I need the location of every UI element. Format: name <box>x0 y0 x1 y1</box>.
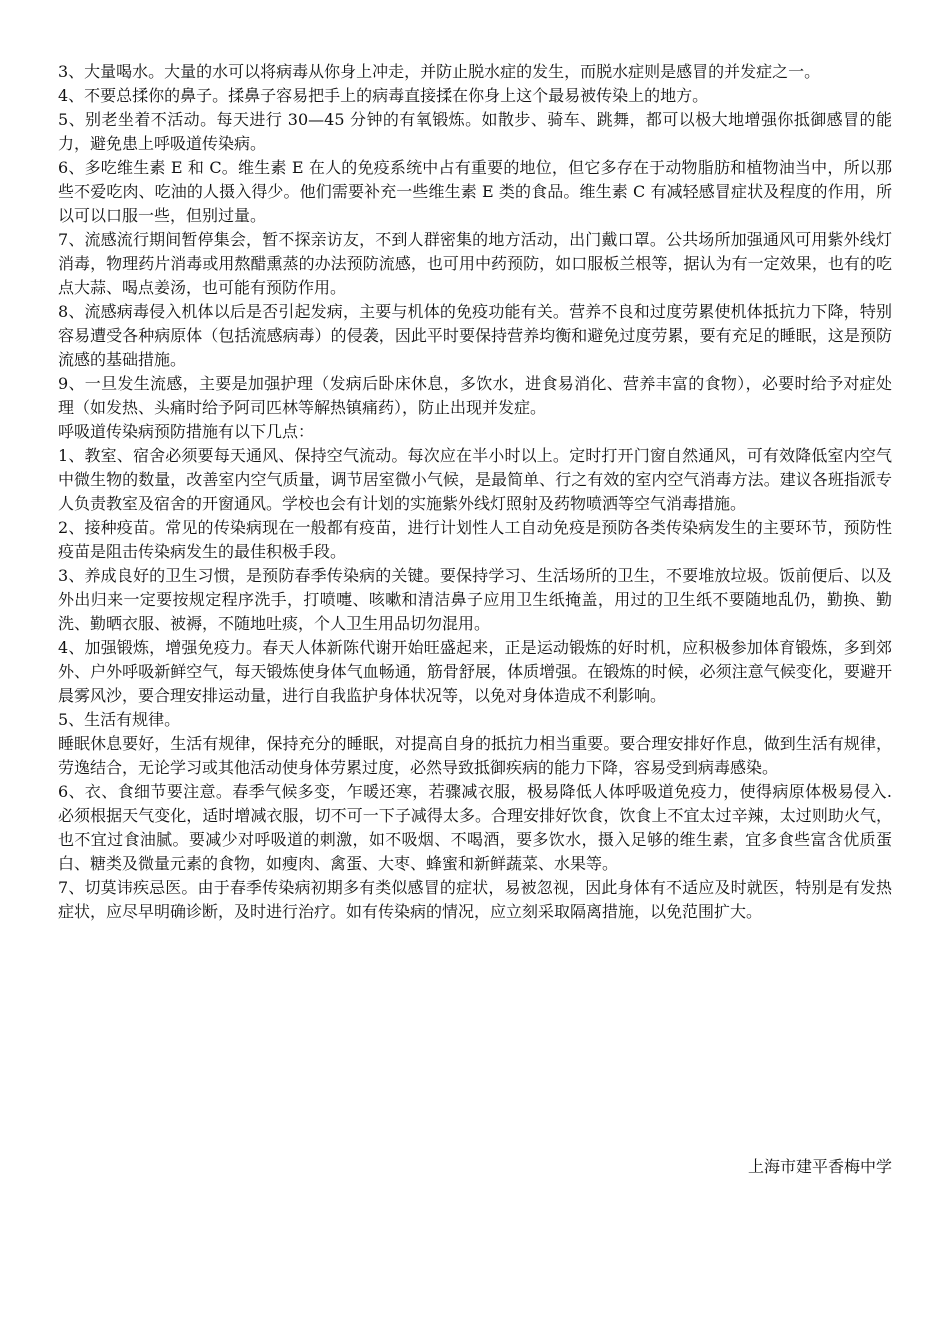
paragraph-measure-1: 1、教室、宿舍必须要每天通风、保持空气流动。每次应在半小时以上。定时打开门窗自然通风，可有效降低室内空气中微生物的数量，改善室内空气质量，调节居室微小气候，是最简单、行之有效的室内空气消毒方法。建议各班指派专人负责教室及宿舍的开窗通风。学校也会有计划的实施紫外线灯照射及药物喷洒等空气消毒措施。 <box>58 446 892 513</box>
paragraph-measure-4: 4、加强锻炼，增强免疫力。春天人体新陈代谢开始旺盛起来，正是运动锻炼的好时机，应积极参加体育锻炼，多到郊外、户外呼吸新鲜空气，每天锻炼使身体气血畅通，筋骨舒展，体质增强。在锻炼的时候，必须注意气候变化，要避开晨雾风沙，要合理安排运动量，进行自我监护身体状况等，以免对身体造成不利影响。 <box>58 638 892 705</box>
section-heading: 呼吸道传染病预防措施有以下几点： <box>58 422 315 441</box>
paragraph-tip-3: 3、大量喝水。大量的水可以将病毒从你身上冲走，并防止脱水症的发生，而脱水症则是感冒的并发症之一。 <box>58 62 821 81</box>
paragraph-measure-5-title: 5、生活有规律。 <box>58 710 181 729</box>
paragraph-measure-5-body: 睡眠休息要好，生活有规律，保持充分的睡眠，对提高自身的抵抗力相当重要。要合理安排好作息，做到生活有规律，劳逸结合，无论学习或其他活动使身体劳累过度，必然导致抵御疾病的能力下降，容易受到病毒感染。 <box>58 734 892 777</box>
paragraph-tip-9: 9、一旦发生流感，主要是加强护理（发病后卧床休息，多饮水，进食易消化、营养丰富的食物），必要时给予对症处理（如发热、头痛时给予阿司匹林等解热镇痛药），防止出现并发症。 <box>58 374 892 417</box>
paragraph-measure-2: 2、接种疫苗。常见的传染病现在一般都有疫苗，进行计划性人工自动免疫是预防各类传染病发生的主要环节，预防性疫苗是阻击传染病发生的最佳积极手段。 <box>58 518 892 561</box>
document-body <box>58 60 892 924</box>
paragraph-tip-5: 5、别老坐着不活动。每天进行 30—45 分钟的有氧锻炼。如散步、骑车、跳舞，都可以极大地增强你抵御感冒的能力，避免患上呼吸道传染病。 <box>58 110 892 153</box>
paragraph-tip-8: 8、流感病毒侵入机体以后是否引起发病，主要与机体的免疫功能有关。营养不良和过度劳累使机体抵抗力下降，特别容易遭受各种病原体（包括流感病毒）的侵袭，因此平时要保持营养均衡和避免过度劳累，要有充足的睡眠，这是预防流感的基础措施。 <box>58 302 892 369</box>
school-signature: 上海市建平香梅中学 <box>747 1157 892 1176</box>
paragraph-measure-7: 7、切莫讳疾忌医。由于春季传染病初期多有类似感冒的症状，易被忽视，因此身体有不适应及时就医，特别是有发热症状，应尽早明确诊断，及时进行治疗。如有传染病的情况，应立刻采取隔离措施，以免范围扩大。 <box>58 878 892 921</box>
paragraph-measure-6: 6、衣、食细节要注意。春季气候多变，乍暖还寒，若骤减衣服，极易降低人体呼吸道免疫力，使得病原体极易侵入. 必须根据天气变化，适时增减衣服，切不可一下子减得太多。合理安排好饮食，饮食上不宜太过辛辣，太过则助火气，也不宜过食油腻。要减少对呼吸道的刺激，如不吸烟、不喝酒，要多饮水，摄入足够的维生素，宜多食些富含优质蛋白、糖类及微量元素的食物，如瘦肉、禽蛋、大枣、蜂蜜和新鲜蔬菜、水果等。 <box>58 782 892 873</box>
paragraph-tip-4: 4、不要总揉你的鼻子。揉鼻子容易把手上的病毒直接揉在你身上这个最易被传染上的地方。 <box>58 86 709 105</box>
paragraph-tip-6: 6、多吃维生素 E 和 C。维生素 E 在人的免疫系统中占有重要的地位，但它多存在于动物脂肪和植物油当中，所以那些不爱吃肉、吃油的人摄入得少。他们需要补充一些维生素 E 类的食品。维生素 C 有减轻感冒症状及程度的作用，所以可以口服一些，但别过量。 <box>58 158 892 225</box>
paragraph-tip-7: 7、流感流行期间暂停集会，暂不探亲访友，不到人群密集的地方活动，出门戴口罩。公共场所加强通风可用紫外线灯消毒，物理药片消毒或用熬醋熏蒸的办法预防流感，也可用中药预防，如口服板兰根等，据认为有一定效果，也有的吃点大蒜、喝点姜汤，也可能有预防作用。 <box>58 230 892 297</box>
paragraph-measure-3: 3、养成良好的卫生习惯，是预防春季传染病的关键。要保持学习、生活场所的卫生，不要堆放垃圾。饭前便后、以及外出归来一定要按规定程序洗手，打喷嚏、咳嗽和清洁鼻子应用卫生纸掩盖，用过的卫生纸不要随地乱仍，勤换、勤洗、勤晒衣服、被褥，不随地吐痰，个人卫生用品切勿混用。 <box>58 566 892 633</box>
